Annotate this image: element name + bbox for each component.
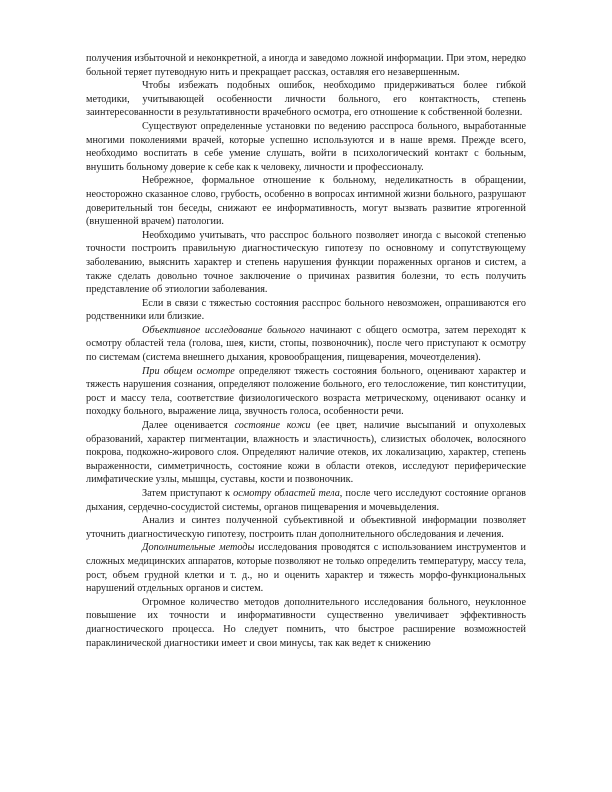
italic-term: осмотру областей тела	[233, 488, 340, 499]
paragraph	[86, 229, 526, 297]
text-run: определяют тяжесть состояния больного, оценивают характер и тяжесть нарушения сознания, определяют положение больного, его телосложение, тип конституции, рост и массу тела, соответствие физиологического возраста метрическому, оценивают осанку и походку больного, выражение лица, звучность голоса, особенности речи.	[86, 365, 526, 418]
body-text	[86, 52, 526, 650]
text-run: Необходимо учитывать, что расспрос больного позволяет иногда с высокой степенью точности построить правильную диагностическую гипотезу по основному и сопутствующему заболеванию, выяснить характер и степень нарушения функции пораженных органов и систем, а также сделать довольно точное заключение о причинах развития болезни, то есть получить представление об этиологии заболевания.	[86, 229, 526, 296]
paragraph	[86, 52, 526, 79]
paragraph	[86, 120, 526, 174]
text-run: получения избыточной и неконкретной, а иногда и заведомо ложной информации. При этом, нередко больной теряет путеводную нить и прекращает рассказ, оставляя его незавершенным.	[86, 53, 526, 78]
paragraph	[86, 514, 526, 541]
paragraph	[86, 487, 526, 514]
paragraph	[86, 324, 526, 365]
text-run: Если в связи с тяжестью состояния расспрос больного невозможен, опрашиваются его родственники или близкие.	[86, 297, 526, 323]
paragraph	[86, 79, 526, 120]
text-run: начинают с общего осмотра, затем переходят к осмотру областей тела (голова, шея, кисти, стопы, позвоночник), после чего приступают к осмотру по системам (система внешнего дыхания, кровообращения, пищеварения, мочеотделения).	[86, 324, 526, 364]
paragraph	[86, 419, 526, 487]
text-run: исследования проводятся с использованием инструментов и сложных медицинских аппаратов, которые позволяют не только определить температуру, массу тела, рост, объем грудной клетки и т. д., но и оценить характер и тяжесть морфо-функциональных нарушений отдельных органов и систем.	[86, 542, 526, 595]
paragraph	[86, 541, 526, 595]
text-run: Огромное количество методов дополнительного исследования больного, неуклонное повышение их точности и информативности существенно увеличивает эффективность диагностического процесса. Но следует помнить, что быстрое расширение возможностей параклинической диагностики имеет и свои минусы, так как ведет к снижению	[86, 596, 526, 649]
paragraph	[86, 365, 526, 419]
text-run: Далее оценивается	[142, 420, 235, 432]
text-run: , после чего исследуют состояние органов дыхания, сердечно-сосудистой системы, органов пищеварения и мочевыделения.	[86, 488, 526, 513]
italic-term: Объективное исследование больного	[142, 324, 306, 336]
paragraph	[86, 297, 526, 324]
paragraph	[86, 174, 526, 228]
text-run: Анализ и синтез полученной субъективной и объективной информации позволяет уточнить диагностическую гипотезу, построить план дополнительного обследования и лечения.	[86, 515, 526, 540]
text-run: Небрежное, формальное отношение к больному, неделикатность в обращении, неосторожно сказанное слово, грубость, особенно в вопросах интимной жизни больного, разрушают доверительный тон беседы, снижают ее информативность, могут вызвать развитие ятрогенной (внушенной врачем) патологии.	[86, 175, 526, 228]
text-run: Существуют определенные установки по ведению расспроса больного, выработанные многими поколениями врачей, которые успешно используются и в наше время. Прежде всего, необходимо воспитать в себе умение слушать, войти в психологический контакт с больным, внушить больному доверие к себе как к человеку, личности и профессионалу.	[86, 120, 526, 173]
italic-term: Дополнительные методы	[142, 542, 255, 554]
italic-term: При общем осмотре	[142, 365, 235, 377]
italic-term: состояние кожи	[234, 420, 311, 432]
text-run: Затем приступают к	[142, 488, 234, 499]
text-run: Чтобы избежать подобных ошибок, необходимо придерживаться более гибкой методики, учитывающей особенности личности больного, его контактность, степень заинтересованности в результативности врачебного осмотра, его отношение к собственной болезни.	[86, 80, 526, 119]
text-run: (ее цвет, наличие высыпаний и опухолевых образований, характер пигментации, влажность и эластичность), слизистых оболочек, волосяного покрова, подкожно-жирового слоя. Определяют наличие отеков, их локализацию, характер, степень выраженности, симметричность, состояние кожи в области отеков, исследуют периферические лимфатические узлы, мышцы, суставы, кости и позвоночник.	[86, 420, 526, 486]
paragraph	[86, 596, 526, 650]
